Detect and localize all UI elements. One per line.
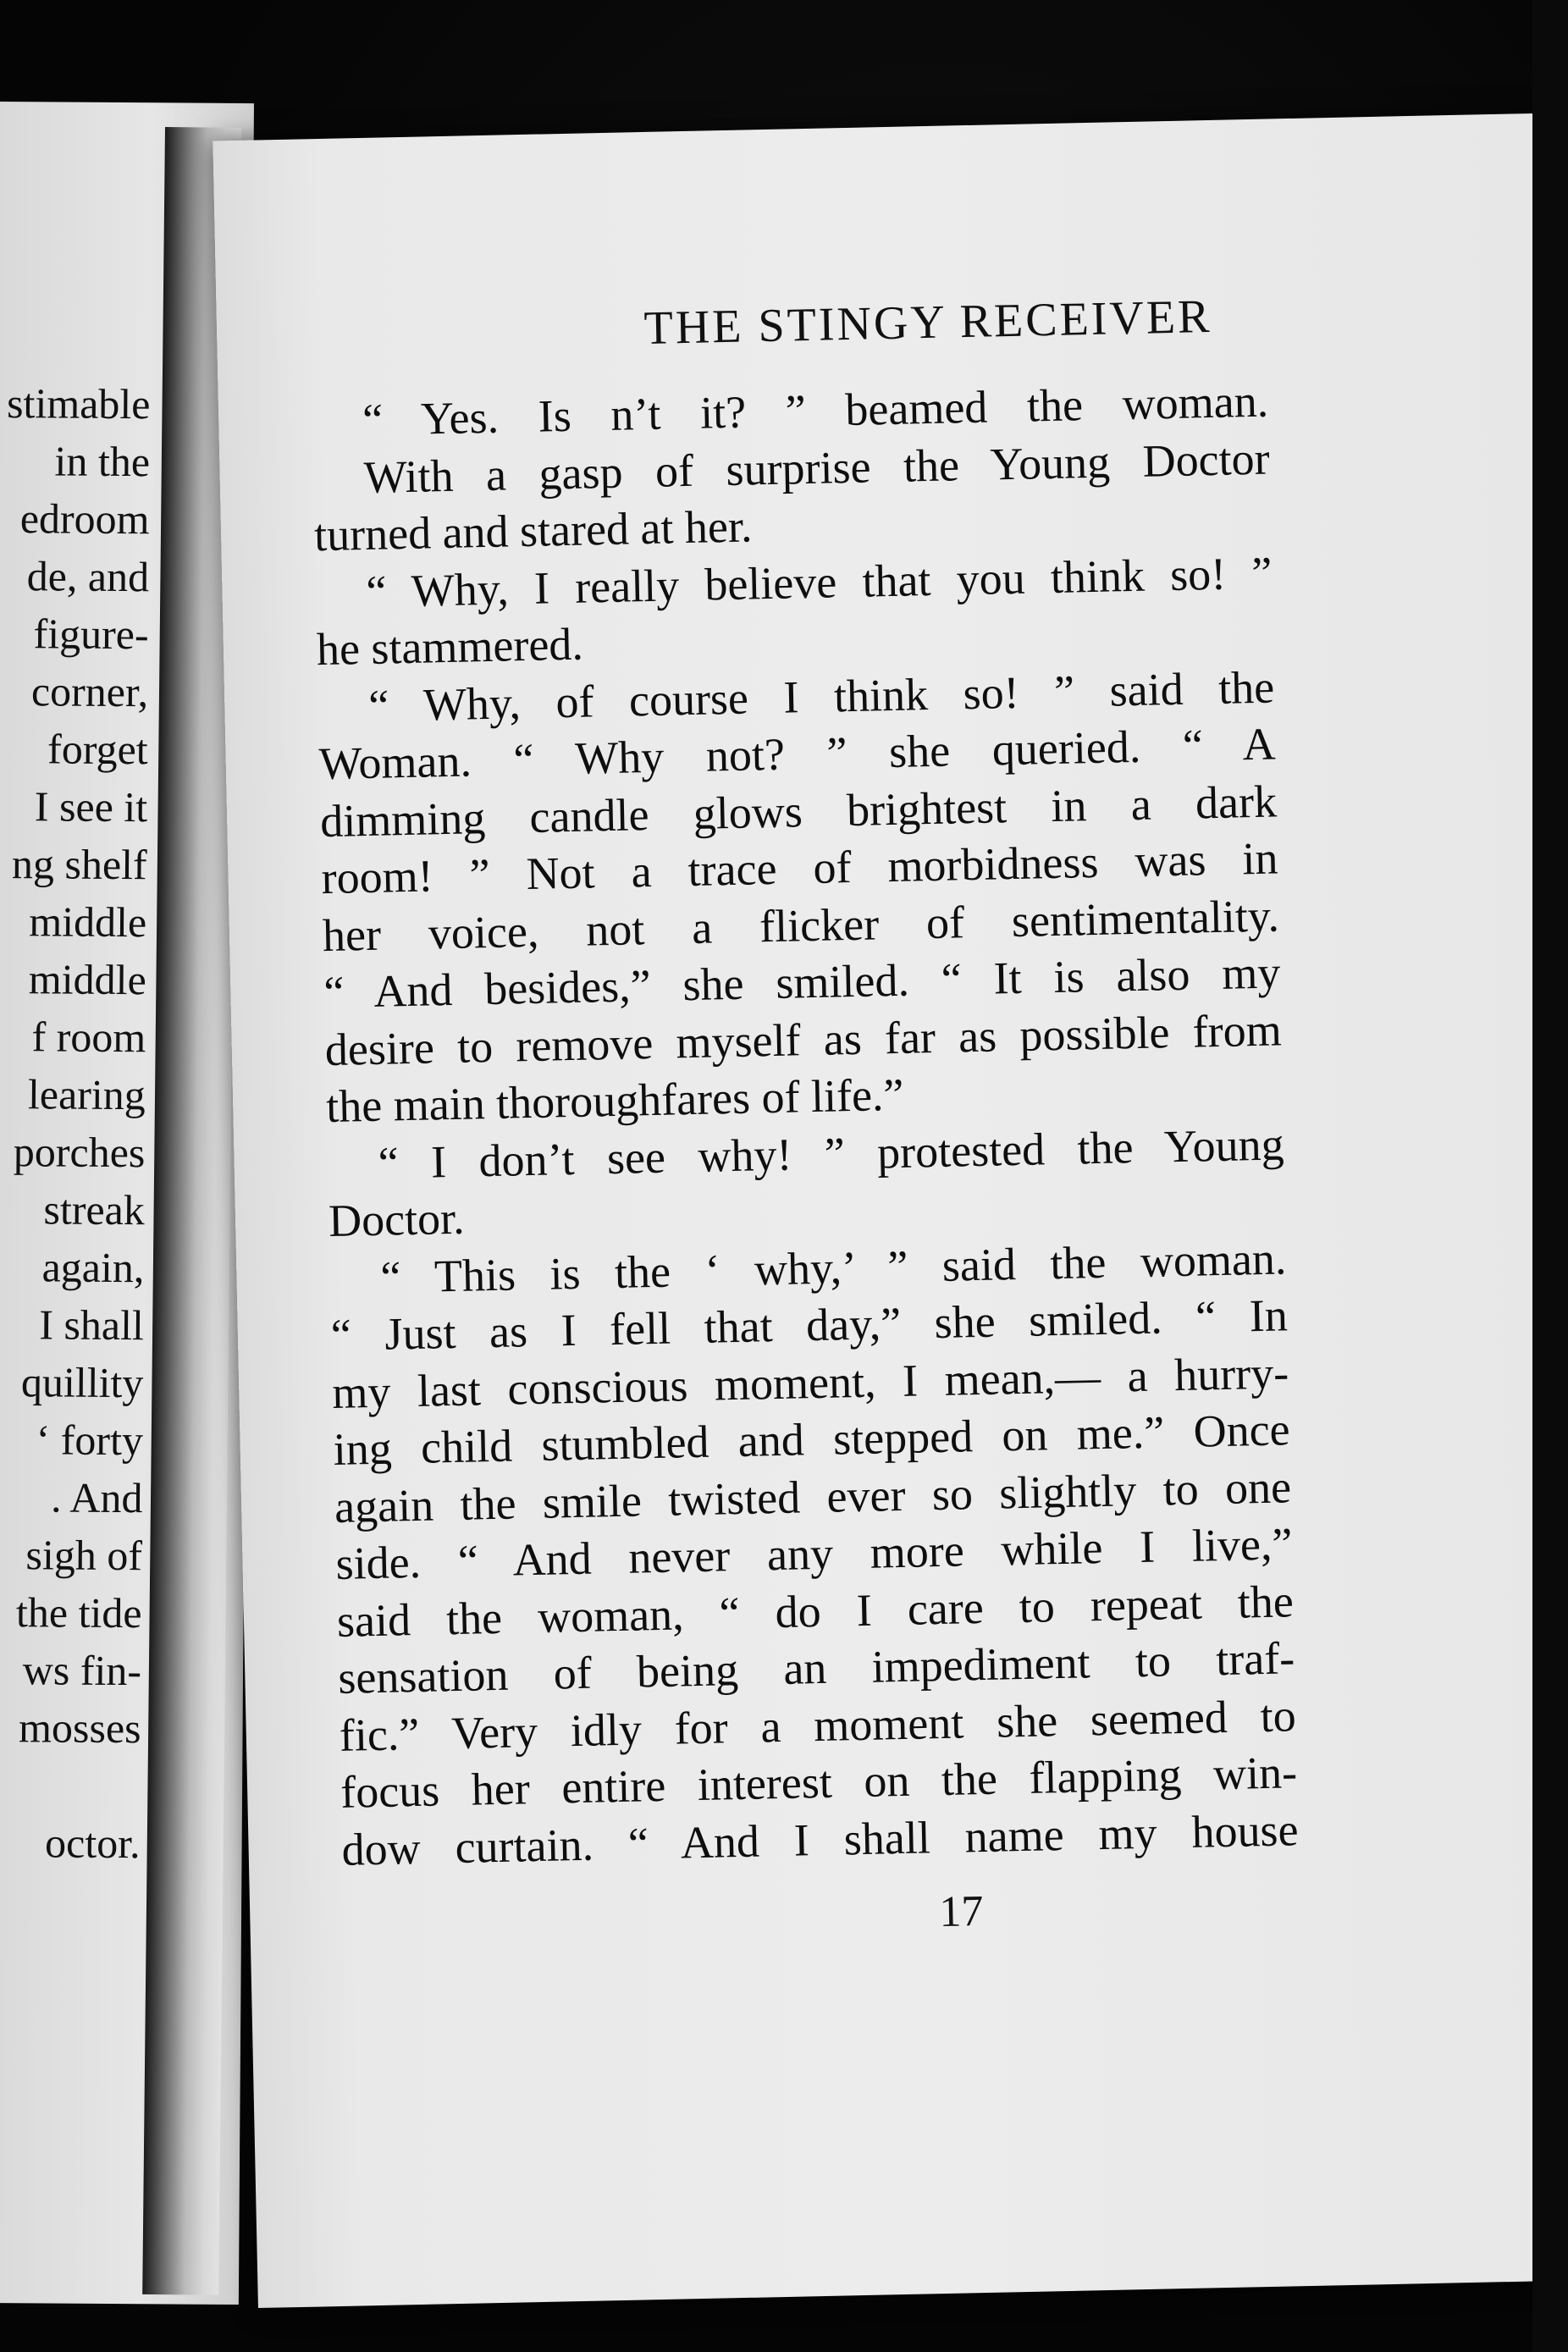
left-page-line: porches bbox=[13, 1128, 146, 1177]
left-page-line bbox=[0, 1756, 141, 1814]
left-page-line: quillity bbox=[20, 1358, 144, 1407]
left-page-line: figure- bbox=[33, 610, 149, 659]
left-page-line: octor. bbox=[44, 1819, 141, 1868]
text-line: room! ” Not a trace of morbidness was in bbox=[320, 832, 1279, 904]
text-line: With a gasp of surprise the Young Doctor bbox=[363, 433, 1271, 503]
text-line: dow curtain. “ And I shall name my house bbox=[341, 1803, 1300, 1875]
text-line: he stammered. bbox=[316, 618, 584, 676]
text-line: focus her entire interest on the flapping win- bbox=[340, 1747, 1298, 1818]
text-line: again the smile twisted ever so slightly to one bbox=[334, 1460, 1292, 1532]
page-body-text bbox=[312, 373, 1300, 1879]
left-page-line: ng shelf bbox=[11, 840, 147, 889]
text-line: side. “ And never any more while I live,” bbox=[334, 1518, 1293, 1589]
left-page-line: mosses bbox=[18, 1703, 141, 1753]
text-line: my last conscious moment, I mean,— a hurry- bbox=[331, 1346, 1289, 1418]
text-line: “ And besides,” she smiled. “ It is also my bbox=[323, 947, 1281, 1019]
text-line: dimming candle glows brightest in a dark bbox=[319, 775, 1278, 847]
left-page-line: sigh of bbox=[25, 1531, 143, 1580]
left-page-line: ‘ forty bbox=[36, 1416, 144, 1465]
right-page bbox=[213, 113, 1568, 2308]
book-cover-edge bbox=[1532, 0, 1568, 2352]
text-line: “ Why, of course I think so! ” said the bbox=[367, 661, 1275, 732]
page-number: 17 bbox=[938, 1887, 984, 1937]
left-page-line: forget bbox=[47, 725, 148, 774]
left-page-line: edroom bbox=[19, 494, 150, 544]
left-page-line: ws fin- bbox=[22, 1646, 142, 1695]
left-page-line: middle bbox=[28, 955, 146, 1004]
left-page-line: again, bbox=[41, 1243, 145, 1292]
text-line: “ This is the ‘ why,’ ” said the woman. bbox=[379, 1232, 1287, 1303]
left-page-line: de, and bbox=[26, 552, 150, 601]
left-page-line: f room bbox=[31, 1013, 146, 1062]
left-page-line: . And bbox=[50, 1473, 143, 1522]
left-page-line: streak bbox=[43, 1185, 146, 1234]
text-line: the main thoroughfares of life.” bbox=[325, 1068, 905, 1133]
left-page-line: middle bbox=[29, 897, 147, 947]
text-line: said the woman, “ do I care to repeat the bbox=[336, 1575, 1295, 1647]
text-line: “ Why, I really believe that you think so! ” bbox=[365, 547, 1273, 617]
text-line: “ Just as I fell that day,” she smiled. “ In bbox=[330, 1289, 1289, 1361]
text-line: Woman. “ Why not? ” she queried. “ A bbox=[318, 718, 1277, 790]
text-line: Doctor. bbox=[328, 1192, 466, 1247]
text-line: turned and stared at her. bbox=[313, 500, 753, 561]
text-line: fic.” Very idly for a moment she seemed to bbox=[339, 1689, 1297, 1761]
left-page-line: learing bbox=[27, 1070, 146, 1119]
left-page-text bbox=[0, 374, 151, 1872]
text-line: “ I don’t see why! ” protested the Young bbox=[378, 1118, 1285, 1189]
left-page-line: in the bbox=[54, 437, 151, 486]
left-page-line: corner, bbox=[30, 667, 149, 716]
left-page-line: I shall bbox=[39, 1300, 145, 1350]
text-line: “ Yes. Is n’t it? ” beamed the woman. bbox=[362, 375, 1269, 445]
left-page-line: I see it bbox=[34, 782, 148, 831]
text-line: sensation of being an impediment to traf- bbox=[337, 1632, 1295, 1703]
text-line: her voice, not a flicker of sentimentality. bbox=[322, 889, 1280, 961]
left-page-line: stimable bbox=[6, 379, 151, 428]
text-line: desire to remove myself as far as possible from bbox=[324, 1003, 1283, 1075]
running-head: THE STINGY RECEIVER bbox=[643, 290, 1213, 355]
left-page-line: the tide bbox=[15, 1588, 142, 1637]
text-line: ing child stumbled and stepped on me.” Once bbox=[333, 1404, 1291, 1475]
